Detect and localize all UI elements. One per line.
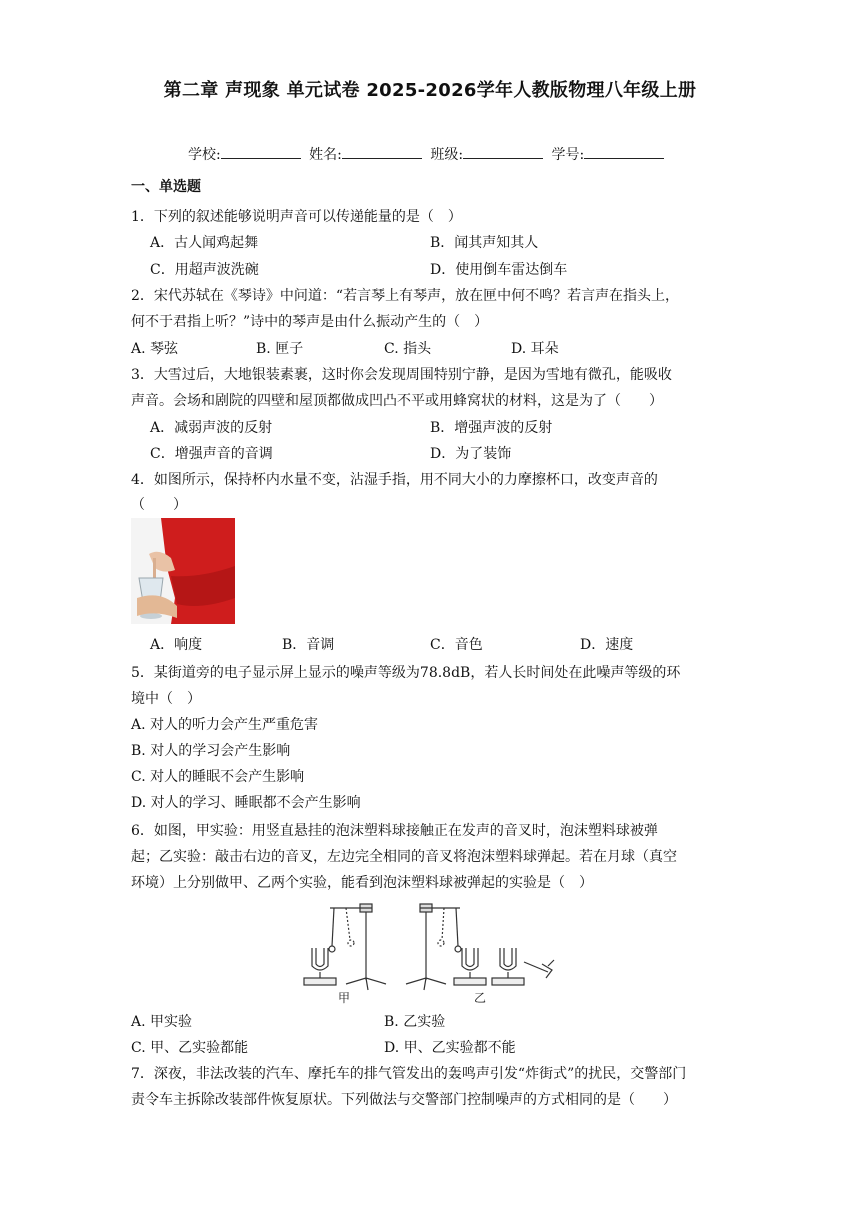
- question-1-option-c[interactable]: C．用超声波洗碗: [150, 262, 259, 278]
- question-3-option-b[interactable]: B．增强声波的反射: [430, 420, 553, 436]
- question-7-stem-line-1: 7．深夜，非法改装的汽车、摩托车的排气管发出的轰鸣声引发“炸街式”的扰民，交警部门: [131, 1066, 687, 1082]
- question-1-option-d[interactable]: D．使用倒车雷达倒车: [430, 262, 568, 278]
- question-3-stem-line-1: 3．大雪过后，大地银装素裹，这时你会发现周围特别宁静，是因为雪地有微孔，能吸收: [131, 367, 672, 383]
- question-6-stem-line-1: 6．如图，甲实验：用竖直悬挂的泡沫塑料球接触正在发声的音叉时，泡沫塑料球被弹: [131, 823, 658, 839]
- school-label: 学校:: [188, 147, 221, 163]
- question-5-stem-line-1: 5．某街道旁的电子显示屏上显示的噪声等级为78.8dB，若人长时间处在此噪声等级的环: [131, 665, 681, 681]
- question-3-option-a[interactable]: A．减弱声波的反射: [150, 420, 273, 436]
- question-3-option-c[interactable]: C．增强声音的音调: [150, 446, 273, 462]
- tuning-fork-drawing: [298, 900, 560, 1008]
- question-5-option-c[interactable]: C. 对人的睡眠不会产生影响: [131, 769, 305, 785]
- question-5-option-d[interactable]: D. 对人的学习、睡眠都不会产生影响: [131, 795, 361, 811]
- student-info-line: [188, 144, 668, 164]
- student-id-label: 学号:: [551, 147, 585, 163]
- question-6-option-b[interactable]: B. 乙实验: [384, 1014, 446, 1030]
- question-6-option-a[interactable]: A. 甲实验: [131, 1014, 193, 1030]
- class-label: 班级:: [430, 147, 464, 163]
- section-title: 一、单选题: [131, 179, 201, 195]
- question-3-stem-line-2: 声音。会场和剧院的四壁和屋顶都做成凹凸不平或用蜂窝状的材料，这是为了（ ）: [131, 393, 663, 409]
- name-label: 姓名:: [309, 147, 342, 163]
- question-6-option-d[interactable]: D. 甲、乙实验都不能: [384, 1040, 516, 1056]
- school-blank[interactable]: [221, 145, 301, 159]
- question-6-stem-line-3: 环境）上分别做甲、乙两个实验，能看到泡沫塑料球被弹起的实验是（ ）: [131, 875, 593, 891]
- question-1-option-a[interactable]: A．古人闻鸡起舞: [150, 235, 259, 251]
- question-5-option-a[interactable]: A. 对人的听力会产生严重危害: [131, 717, 319, 733]
- question-2-option-d[interactable]: D. 耳朵: [511, 341, 559, 357]
- question-7-stem-line-2: 责令车主拆除改装部件恢复原状。下列做法与交警部门控制噪声的方式相同的是（ ）: [131, 1092, 677, 1108]
- name-blank[interactable]: [342, 145, 422, 159]
- class-blank[interactable]: [463, 145, 543, 159]
- question-4-option-c[interactable]: C．音色: [430, 637, 483, 653]
- student-id-blank[interactable]: [584, 145, 664, 159]
- question-3-option-d[interactable]: D．为了装饰: [430, 446, 512, 462]
- question-2-stem-line-1: 2．宋代苏轼在《琴诗》中问道：“若言琴上有琴声，放在匣中何不鸣？若言声在指头上，: [131, 288, 680, 304]
- figure-label-jia: 甲: [338, 991, 351, 1005]
- question-4-stem-line-2: （ ）: [131, 497, 187, 513]
- page-title: 第二章 声现象 单元试卷 2025-2026学年人教版物理八年级上册: [163, 80, 697, 101]
- question-4-stem-line-1: 4．如图所示，保持杯内水量不变，沾湿手指，用不同大小的力摩擦杯口，改变声音的: [131, 472, 658, 488]
- question-4-option-b[interactable]: B．音调: [282, 637, 335, 653]
- question-5-stem-line-2: 境中（ ）: [131, 691, 201, 707]
- hand-rubbing-glass-photo: [131, 518, 235, 624]
- question-1-option-b[interactable]: B．闻其声知其人: [430, 235, 539, 251]
- question-2-option-b[interactable]: B. 匣子: [256, 341, 304, 357]
- question-2-option-c[interactable]: C. 指头: [384, 341, 432, 357]
- question-5-option-b[interactable]: B. 对人的学习会产生影响: [131, 743, 291, 759]
- tuning-fork-experiment-figure: [298, 900, 560, 1008]
- glass-photo-drawing: [131, 518, 235, 624]
- question-2-option-a[interactable]: A. 琴弦: [131, 341, 179, 357]
- question-4-option-d[interactable]: D．速度: [580, 637, 634, 653]
- figure-label-yi: 乙: [474, 991, 487, 1005]
- question-2-stem-line-2: 何不于君指上听？”诗中的琴声是由什么振动产生的（ ）: [131, 314, 489, 330]
- question-6-option-c[interactable]: C. 甲、乙实验都能: [131, 1040, 249, 1056]
- question-6-stem-line-2: 起；乙实验：敲击右边的音叉，左边完全相同的音叉将泡沫塑料球弹起。若在月球（真空: [131, 849, 677, 865]
- question-1-stem: 1．下列的叙述能够说明声音可以传递能量的是（ ）: [131, 209, 462, 225]
- question-4-option-a[interactable]: A．响度: [150, 637, 203, 653]
